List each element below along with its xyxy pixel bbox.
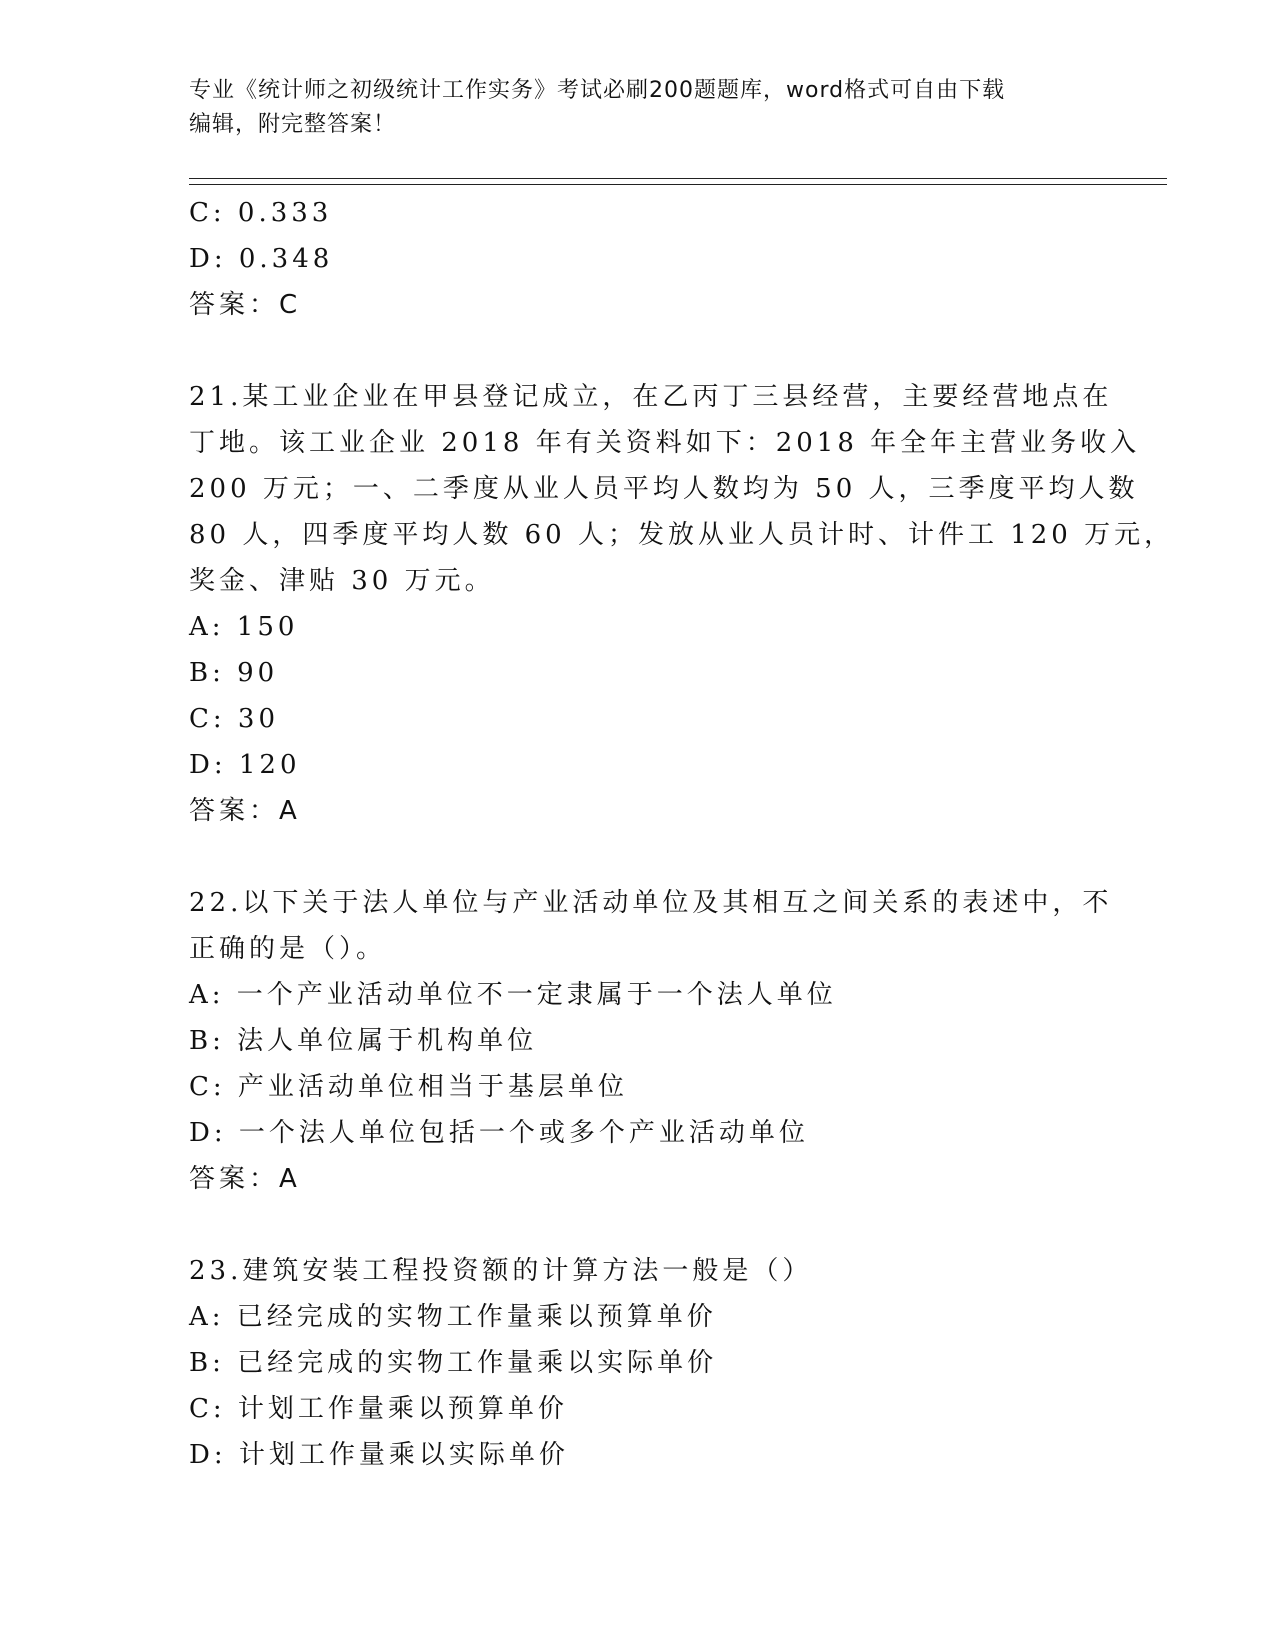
spacer: [189, 1202, 1089, 1248]
header-rule-top: [189, 178, 1167, 179]
question-stem-line: 21.某工业企业在甲县登记成立，在乙丙丁三县经营，主要经营地点在: [189, 382, 1113, 412]
question-23: [189, 1248, 1089, 1478]
option-d: D: 计划工作量乘以实际单价: [189, 1440, 569, 1470]
header-rule-bottom: [189, 184, 1167, 185]
question-22: [189, 880, 1113, 1202]
spacer: [189, 328, 1089, 374]
document-body: [189, 190, 1175, 1478]
option-d: D: 120: [189, 750, 301, 780]
header-line-1: 专业《统计师之初级统计工作实务》考试必刷200题题库，word格式可自由下载: [189, 78, 1006, 103]
question-21: [189, 374, 1175, 834]
question-stem-line: 奖金、津贴 30 万元。: [189, 566, 495, 596]
answer-line: 答案：A: [189, 1164, 301, 1194]
option-b: B: 法人单位属于机构单位: [189, 1026, 538, 1056]
question-stem-line: 23.建筑安装工程投资额的计算方法一般是（）: [189, 1256, 813, 1286]
question-stem-line: 22.以下关于法人单位与产业活动单位及其相互之间关系的表述中，不: [189, 888, 1113, 918]
document-header: [189, 74, 1089, 142]
option-a: A: 150: [189, 612, 299, 642]
option-c: C: 30: [189, 704, 280, 734]
question-stem-line: 正确的是（）。: [189, 934, 387, 964]
option-c: C: 产业活动单位相当于基层单位: [189, 1072, 628, 1102]
answer-line: 答案：A: [189, 796, 301, 826]
question-stem-line: 80 人，四季度平均人数 60 人；发放从业人员计时、计件工 120 万元，: [189, 520, 1175, 550]
option-c: C: 计划工作量乘以预算单价: [189, 1394, 568, 1424]
option-b: B: 90: [189, 658, 279, 688]
answer-line: 答案：C: [189, 290, 302, 320]
option-a: A: 一个产业活动单位不一定隶属于一个法人单位: [189, 980, 837, 1010]
option-c: C: 0.333: [189, 198, 333, 228]
question-stem-line: 丁地。该工业企业 2018 年有关资料如下：2018 年全年主营业务收入: [189, 428, 1141, 458]
option-a: A: 已经完成的实物工作量乘以预算单价: [189, 1302, 717, 1332]
question-stem-line: 200 万元；一、二季度从业人员平均人数均为 50 人，三季度平均人数: [189, 474, 1139, 504]
option-d: D: 一个法人单位包括一个或多个产业活动单位: [189, 1118, 809, 1148]
option-b: B: 已经完成的实物工作量乘以实际单价: [189, 1348, 718, 1378]
header-line-2: 编辑，附完整答案！: [189, 112, 397, 137]
spacer: [189, 834, 1089, 880]
option-d: D: 0.348: [189, 244, 334, 274]
